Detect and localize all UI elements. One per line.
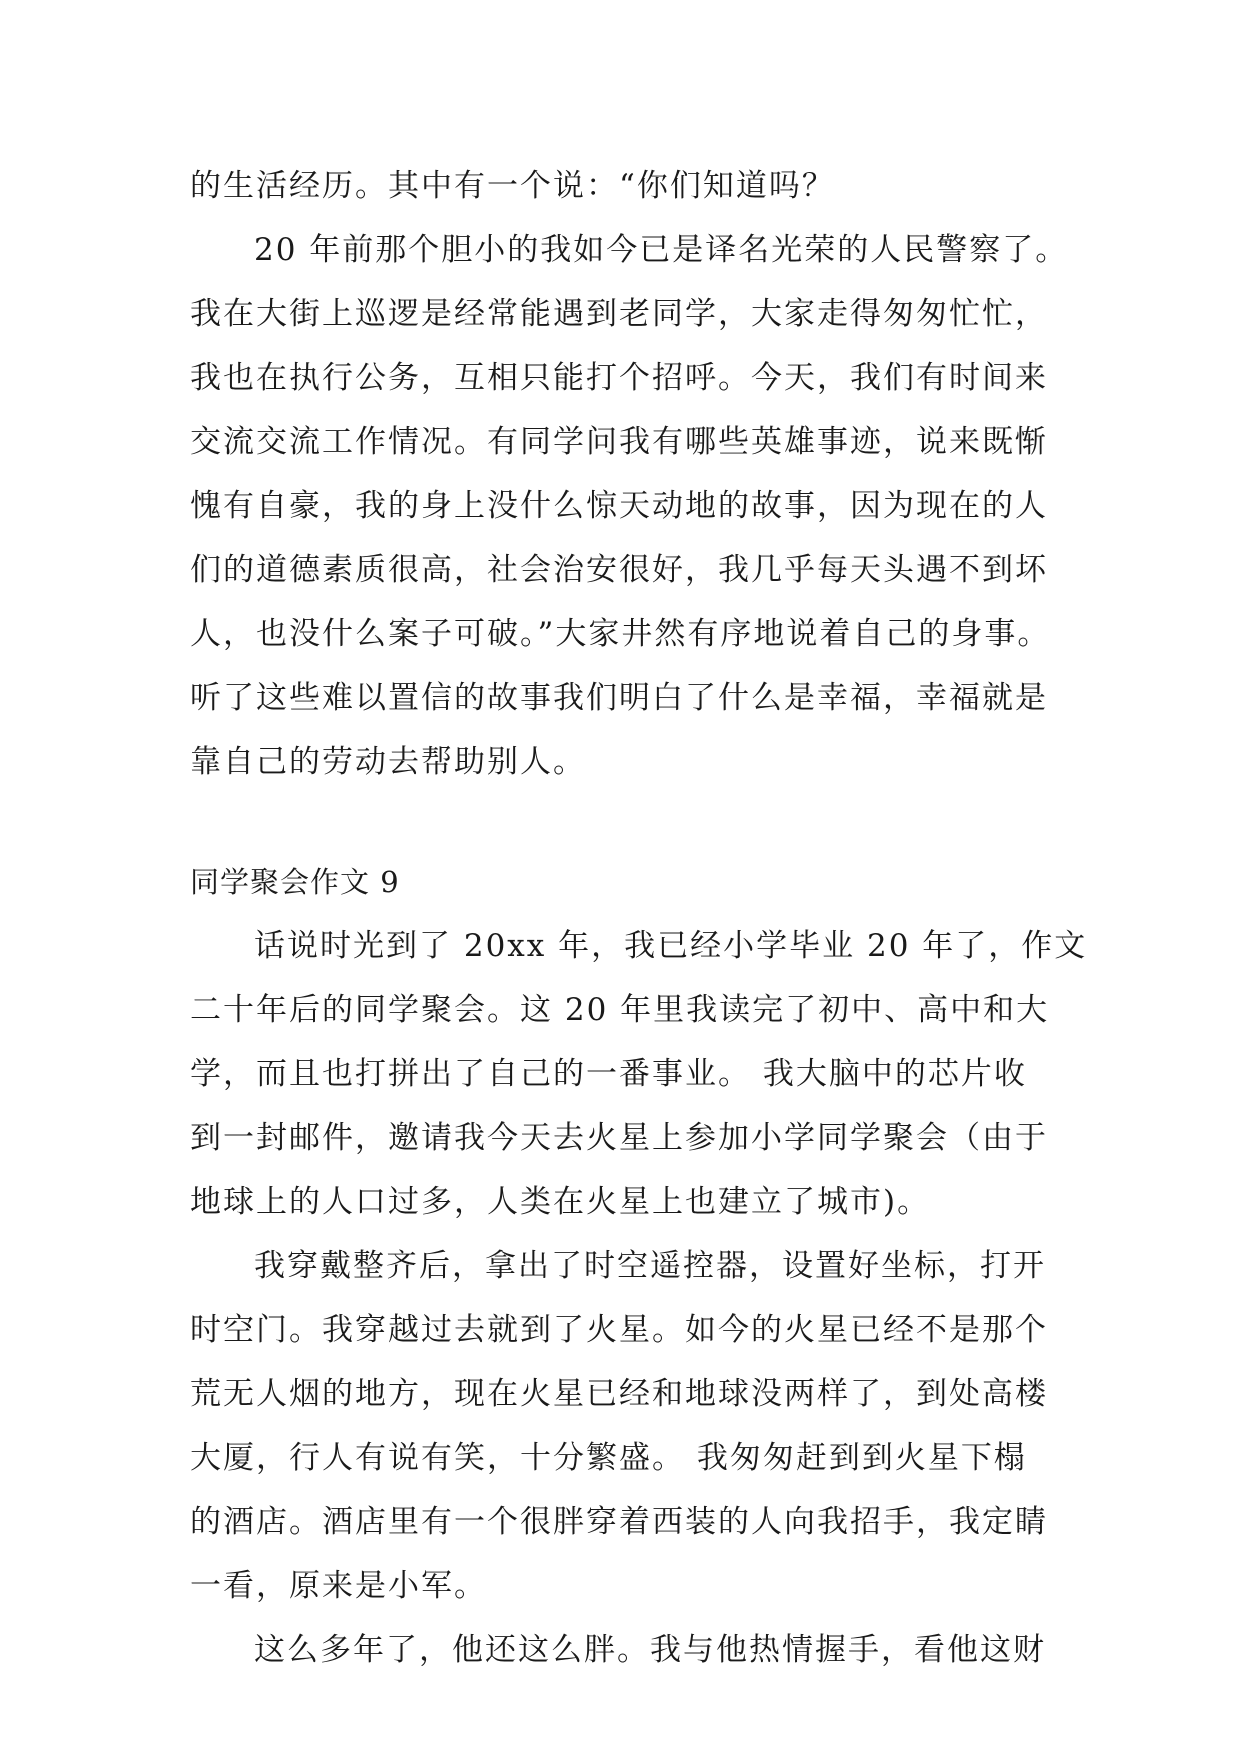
text-line: 时空门。我穿越过去就到了火星。如今的火星已经不是那个 (190, 1312, 1048, 1348)
essay-heading-block (190, 850, 1070, 914)
paragraph-section-1 (190, 154, 1070, 794)
text-line: 一看，原来是小军。 (190, 1568, 487, 1604)
essay-heading: 同学聚会作文 9 (190, 865, 400, 899)
text-line: 我也在执行公务，互相只能打个招呼。今天，我们有时间来 (190, 360, 1048, 396)
text-line: 二十年后的同学聚会。这 20 年里我读完了初中、高中和大 (190, 992, 1050, 1028)
text-line: 学，而且也打拼出了自己的一番事业。 我大脑中的芯片收 (190, 1056, 1027, 1092)
text-line: 我在大街上巡逻是经常能遇到老同学，大家走得匆匆忙忙， (190, 296, 1048, 332)
text-line: 大厦，行人有说有笑，十分繁盛。 我匆匆赶到到火星下榻 (190, 1440, 1027, 1476)
text-line: 地球上的人口过多，人类在火星上也建立了城市)。 (190, 1184, 931, 1220)
text-line: 20 年前那个胆小的我如今已是译名光荣的人民警察了。 (254, 232, 1069, 268)
text-line: 我穿戴整齐后，拿出了时空遥控器，设置好坐标，打开 (254, 1248, 1046, 1284)
text-line: 交流交流工作情况。有同学问我有哪些英雄事迹，说来既惭 (190, 424, 1048, 460)
text-line: 荒无人烟的地方，现在火星已经和地球没两样了，到处高楼 (190, 1376, 1048, 1412)
text-line: 的酒店。酒店里有一个很胖穿着西装的人向我招手，我定睛 (190, 1504, 1048, 1540)
text-line: 到一封邮件，邀请我今天去火星上参加小学同学聚会（由于 (190, 1120, 1048, 1156)
paragraph-section-2 (190, 914, 1088, 1682)
text-line: 的生活经历。其中有一个说：“你们知道吗？ (190, 168, 835, 204)
text-line: 靠自己的劳动去帮助别人。 (190, 744, 586, 780)
text-line: 话说时光到了 20xx 年，我已经小学毕业 20 年了，作文 (254, 928, 1088, 964)
text-line: 这么多年了，他还这么胖。我与他热情握手，看他这财 (254, 1632, 1046, 1668)
text-line: 愧有自豪，我的身上没什么惊天动地的故事，因为现在的人 (190, 488, 1048, 524)
text-line: 们的道德素质很高，社会治安很好，我几乎每天头遇不到坏 (190, 552, 1048, 588)
text-line: 人，也没什么案子可破。”大家井然有序地说着自己的身事。 (190, 616, 1051, 652)
text-line: 听了这些难以置信的故事我们明白了什么是幸福，幸福就是 (190, 680, 1048, 716)
